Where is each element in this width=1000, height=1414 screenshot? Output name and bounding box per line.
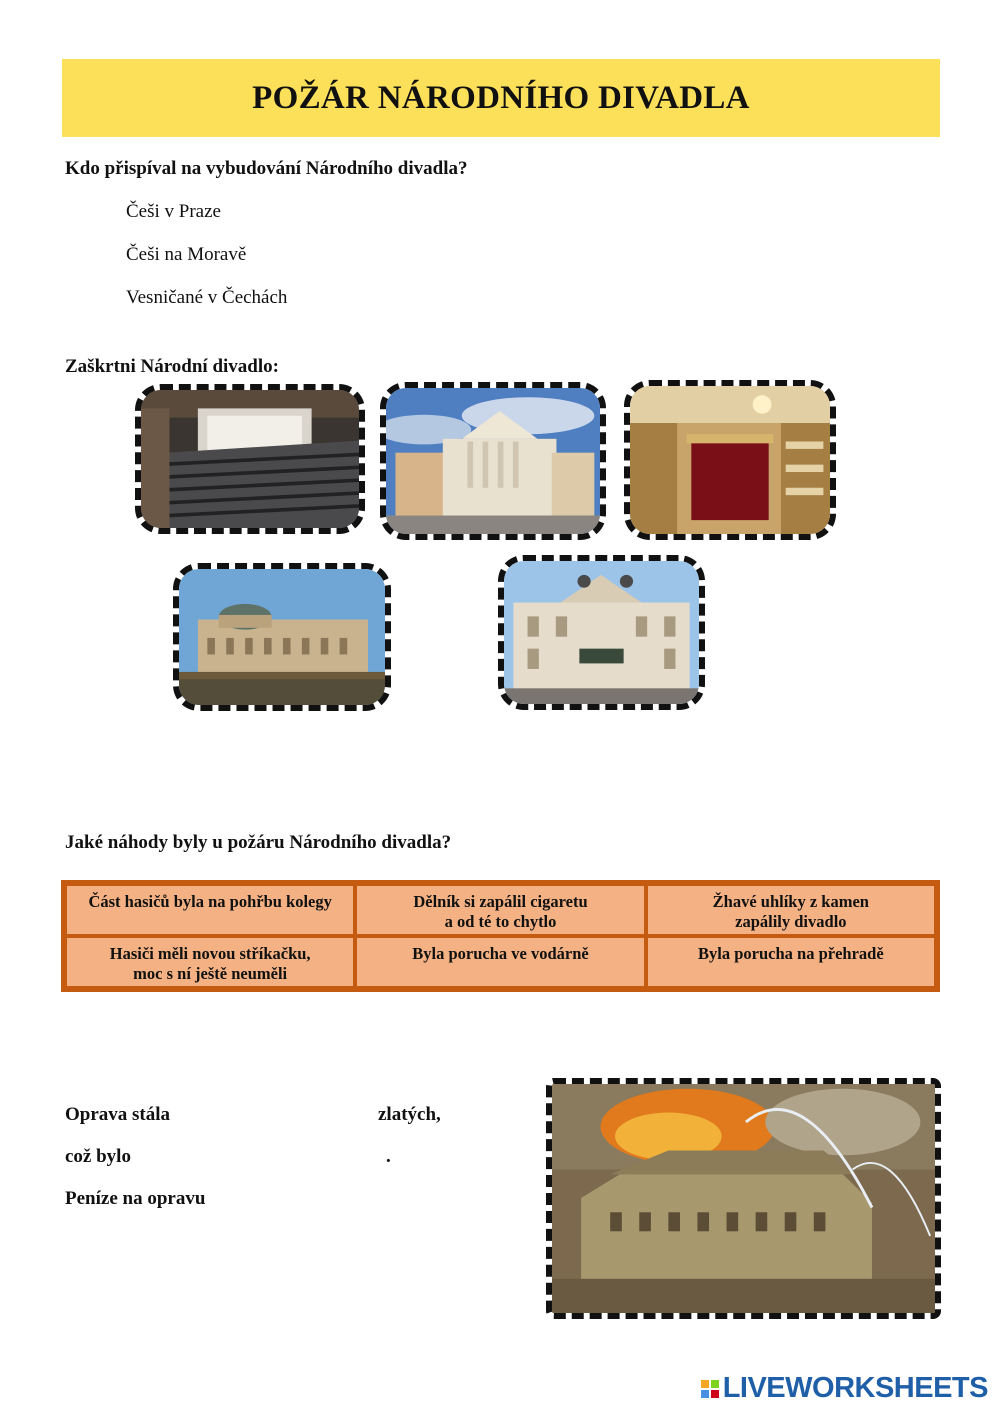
option-cesi-na-morave[interactable]: Češi na Moravě — [126, 244, 247, 265]
repair-money-label: Peníze na opravu — [65, 1188, 206, 1209]
question-check-theatre: Zaškrtni Národní divadlo: — [65, 356, 279, 377]
photo-modern-theatre-hall[interactable] — [135, 384, 365, 534]
photo-vinohrady-theatre[interactable] — [498, 555, 705, 710]
question-contributors: Kdo přispíval na vybudování Národního divadla? — [65, 158, 468, 179]
incident-table — [61, 880, 940, 992]
option-cesi-v-praze[interactable]: Češi v Praze — [126, 201, 221, 222]
incident-option-2[interactable]: Dělník si zapálil cigaretu a od té to chytlo — [355, 884, 645, 936]
brand-name: LIVEWORKSHEETS — [722, 1372, 988, 1404]
page-title: POŽÁR NÁRODNÍHO DIVADLA — [252, 79, 750, 116]
logo-squares-icon — [701, 1380, 719, 1398]
liveworksheets-logo — [701, 1372, 988, 1405]
repair-equivalent-end: . — [386, 1146, 391, 1167]
incident-option-6[interactable]: Byla porucha na přehradě — [646, 936, 936, 988]
incident-option-4[interactable]: Hasiči měli novou stříkačku, moc s ní ještě neuměli — [65, 936, 355, 988]
incident-option-3[interactable]: Žhavé uhlíky z kamen zapálily divadlo — [646, 884, 936, 936]
photo-ornate-interior[interactable] — [624, 380, 836, 540]
incident-option-1[interactable]: Část hasičů byla na pohřbu kolegy — [65, 884, 355, 936]
incident-option-5[interactable]: Byla porucha ve vodárně — [355, 936, 645, 988]
question-incidents: Jaké náhody byly u požáru Národního divadla? — [65, 832, 452, 853]
repair-cost-unit: zlatých, — [378, 1104, 441, 1125]
photo-theatre-fire — [546, 1078, 941, 1319]
option-vesnicane[interactable]: Vesničané v Čechách — [126, 287, 288, 308]
repair-cost-label: Oprava stála — [65, 1104, 171, 1125]
photo-national-theatre[interactable] — [173, 563, 391, 711]
photo-estates-theatre[interactable] — [380, 382, 606, 540]
repair-equivalent-label: což bylo — [65, 1146, 131, 1167]
title-banner — [62, 59, 940, 137]
